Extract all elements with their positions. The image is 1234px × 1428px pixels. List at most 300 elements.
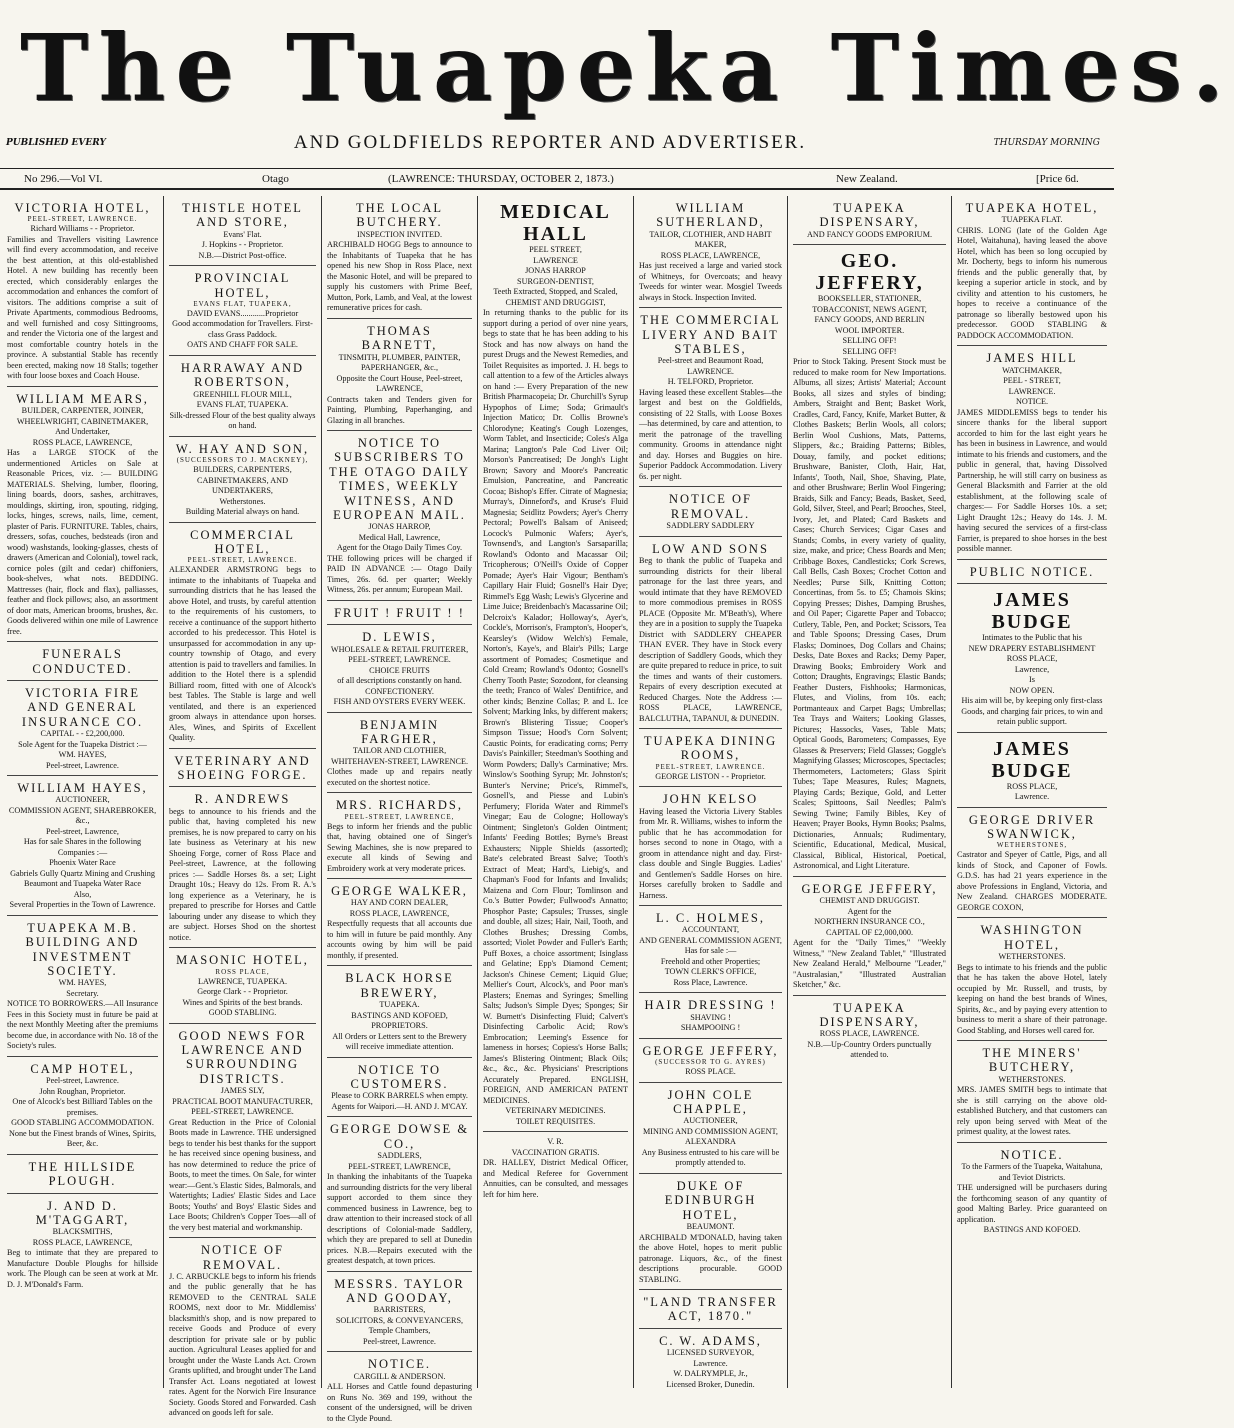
ad-line: Richard Williams - - Proprietor. (30, 224, 135, 234)
advertisement (327, 881, 472, 966)
ad-heading: W. HAY AND SON, (175, 441, 310, 456)
ad-heading: TUAPEKA M.B. BUILDING AND INVESTMENT SOCIETY. (25, 920, 140, 979)
ad-heading: VICTORIA FIRE AND GENERAL INSURANCE CO. (21, 685, 144, 729)
ad-line: PEEL-STREET, LAWRENCE. (348, 655, 451, 664)
ad-line: GOOD STABLING. (208, 1008, 277, 1018)
ad-line: BASTINGS AND KOFOED, (351, 1010, 448, 1020)
ad-line: Has for sale Shares in the following Companies :— (23, 837, 142, 857)
advertisement (957, 348, 1107, 559)
ad-heading: L. C. HOLMES, (656, 911, 765, 926)
advertisement (793, 247, 946, 877)
ad-body-text: Families and Travellers visiting Lawrence will find every accommodation, and receive the best attention, at this old-established Hotel. A new building has recently been erected, which considerably enlarges the accommodation and enhances the comfort of visitors. The additions comprise a suit of Private Apartments, commodious Bedrooms, and well furnished and cosy Sittingrooms, and render the Victoria one of the largest and most comfortable country hotels in the province. A substantial Stable has recently been erected, making now 18 Stalls; together with four loose boxes and Coach House. (7, 234, 158, 381)
advertisement (639, 489, 782, 536)
ad-line: JONAS HARROP (525, 266, 586, 275)
advertisement (793, 879, 946, 996)
ad-heading: FRUIT ! FRUIT ! ! (334, 605, 465, 620)
ad-line: DAVID EVANS............Proprietor (186, 308, 299, 318)
ad-line: of all descriptions constantly on hand. (337, 676, 462, 685)
place-label: Otago (262, 173, 289, 185)
ad-heading: PROVINCIAL HOTEL, (194, 271, 291, 300)
ad-line: Secretary. (66, 988, 99, 998)
ad-line: PEEL STREET, (529, 245, 582, 254)
ad-line: NORTHERN INSURANCE CO., (814, 917, 925, 927)
advertisement (327, 433, 472, 601)
ad-line: ROSS PLACE, (1006, 654, 1058, 664)
ad-line: Several Properties in the Town of Lawrence. (9, 900, 156, 910)
ad-heading: JOHN KELSO (662, 792, 759, 807)
ad-heading: THE MINERS' BUTCHERY, (982, 1046, 1082, 1075)
ad-heading: COMMERCIAL HOTEL, (190, 527, 295, 556)
ad-line: NEW DRAPERY ESTABLISHMENT (968, 643, 1096, 653)
ad-heading: GEORGE DRIVER SWANWICK, (968, 812, 1096, 841)
ad-line: CONFECTIONERY. (365, 686, 434, 696)
ad-line: CHOICE FRUITS (369, 665, 430, 675)
ad-line: NOW OPEN. (1009, 685, 1055, 695)
advertisement (7, 1196, 158, 1295)
ad-body-text: Castrator and Speyer of Cattle, Pigs, and all kinds of Stock, and Caponer of Fowls. G.D.S. has had 21 years experience in the above Professions in England, Victoria, and New Zealand. CHARGES MODERATE. GEORGE COXON, (957, 850, 1107, 912)
ad-heading: VETERINARY AND SHOEING FORGE. (174, 753, 311, 783)
ad-line: Medical Hall, Lawrence, (358, 532, 441, 542)
ad-line: Wetherstones. (219, 496, 266, 506)
ad-line: BUILDERS, CARPENTERS, CABINETMAKERS, AND UNDERTAKERS, (193, 465, 292, 496)
advertisement (639, 731, 782, 787)
ad-line: LAWRENCE, TUAPEKA. (197, 976, 288, 986)
ad-line: ROSS PLACE, LAWRENCE, (32, 437, 133, 447)
ad-heading: "LAND TRANSFER ACT, 1870." (643, 1295, 778, 1324)
ad-line: WETHERSTONES. (998, 1074, 1066, 1084)
ad-line: BASTINGS AND KOFOED. (983, 1225, 1081, 1235)
advertisement (169, 525, 316, 749)
ad-line: HAY AND CORN DEALER, (350, 898, 449, 908)
ad-heading: GEORGE DOWSE & CO., (329, 1122, 470, 1151)
column-6 (788, 196, 952, 1388)
ad-line: J. Hopkins - - Proprietor. (201, 240, 284, 250)
ad-body-text: JAMES MIDDLEMISS begs to tender his sincere thanks for the liberal support accorded to him for the last eight years he has been in business in Lawrence, and would intimate to his friends and customers, and the public in general, that, having Dissolved Partnership, he will still carry on business as General Blacksmith and Farrier at the old establishment, at the following scale of charges:— For Saddle Horses 10s. a set; Light Draught 12s.; Heavy do 14s. J. M. having secured the services of a first-class Farrier, is prepared to shoe horses in the best possible manner. (957, 407, 1107, 554)
ad-line: His aim will be, by keeping only first-class Goods, and charging fair prices, to win and retain public support. (961, 696, 1103, 727)
ad-line: And Undertaker, (55, 427, 110, 437)
advertisement (327, 715, 472, 794)
ad-body-text: Has just received a large and varied stock of Whitneys, for Overcoats; and heavy Tweeds for winter wear. Mosgiel Tweeds always in Stock. Inspection Invited. (639, 261, 782, 302)
ad-line: ROSS PLACE, LAWRENCE, (32, 1237, 133, 1247)
publication-day: THURSDAY MORNING (993, 138, 1100, 148)
ad-line: LAWRENCE (533, 255, 578, 265)
ad-line: None but the Finest brands of Wines, Spirits, Beer, &c. (8, 1128, 157, 1149)
ad-heading: D. LEWIS, (362, 630, 437, 645)
ad-heading: WILLIAM MEARS, (16, 391, 149, 406)
ad-subheading: PEEL-STREET, LAWRENCE. (187, 556, 298, 565)
advertisement (7, 644, 158, 681)
advertisement (327, 795, 472, 879)
ad-body-text: Great Reduction in the Price of Colonial Boots made in Lawrence. THE undersigned begs to tender his best thanks for the support he has received since opening business, and has now determined to reduce the price of Boots, to meet the times. On Sale, for winter wear:—Gent.'s Elastic Sides, Balmorals, and Watertights; Ladies' Elastic Sides and Lace Boots; Youths' and Boys' Elastic Sides and Lace Boots; Children's Copper Toes—all of the very best material and workmanship. (169, 1117, 316, 1232)
advertisement (639, 995, 782, 1038)
ad-line: ACCOUNTANT, (681, 925, 740, 935)
ad-body-text: Begs to intimate to his friends and the public that he has taken the above Hotel, lately occupied by Mr. Russell, and trusts, by keeping on hand the best brands of Wines, Spirits, &c., and by paying every attention to business to merit a share of their patronage. Good Stabling, and Horses well cared for. (957, 962, 1107, 1035)
ad-heading: GOOD NEWS FOR LAWRENCE AND SURROUNDING DISTRICTS. (178, 1028, 307, 1086)
ad-heading: JAMES HILL (986, 351, 1078, 366)
ad-body-text: Contracts taken and Tenders given for Painting, Plumbing, Paperhanging, and Glazing in all branches. (327, 394, 472, 425)
ad-line: MINING AND COMMISSION AGENT, (643, 1126, 778, 1136)
ad-line: CAPITAL OF £2,000,000. (825, 927, 914, 937)
ad-line: Evans' Flat. (223, 229, 262, 239)
ad-heading: PUBLIC NOTICE. (969, 564, 1095, 579)
advertisement (169, 1026, 316, 1239)
ad-body-text: ARCHIBALD HOGG Begs to announce to the Inhabitants of Tuapeka that he has opened his new Shop in Ross Place, next the Masonic Hotel, and will be prepared to supply his customers with Prime Beef, Mutton, Pork, Lamb, and Veal, at the lowest remunerative prices for cash. (327, 240, 472, 313)
ad-heading: NOTICE OF REMOVAL. (201, 1243, 284, 1272)
ad-line: Peel-street, Lawrence. (46, 760, 119, 770)
ad-body-text: Respectfully requests that all accounts due to him will in future be paid monthly. Any accounts owing by him will be paid monthly, if presented. (327, 919, 472, 960)
ad-line: COMMISSION AGENT, SHAREBROKER, &c., (8, 805, 157, 826)
ad-line: TAILOR, CLOTHIER, AND HABIT MAKER, (649, 229, 772, 250)
ad-line: BEAUMONT. (686, 1222, 735, 1232)
advertisement (169, 268, 316, 356)
ad-subheading: EVANS FLAT, TUAPEKA, (193, 300, 292, 308)
ad-body-text: ALL Horses and Cattle found depasturing on Runs No. 369 and 199, without the consent of the undersigned, will be driven to the Clyde Pound. (327, 1382, 472, 1423)
ad-line: JAMES SLY, (220, 1086, 265, 1096)
ad-heading: VICTORIA HOTEL, (14, 201, 151, 215)
advertisement (7, 1059, 158, 1155)
ad-body-text: Clothes made up and repairs neatly executed on the shortest notice. (327, 767, 472, 787)
ad-line: SHAVING ! (690, 1012, 731, 1022)
ad-subheading: PEEL-STREET, LAWRENCE. (27, 215, 138, 224)
ad-line: Agent for the (847, 906, 892, 916)
ad-line: BLACKSMITHS, (52, 1227, 113, 1237)
ad-heading: GEORGE WALKER, (331, 884, 468, 899)
ad-line: Peel-street, Lawrence, (46, 826, 119, 836)
ad-line: ROSS PLACE, LAWRENCE. (819, 1029, 920, 1039)
ad-body-text: In thanking the inhabitants of the Tuapeka and surrounding districts for the very liberal support accorded to them since they commenced business in Lawrence, beg to draw attention to their increased stock of all descriptions of Colonial-made Saddlery, which they are prepared to sell at Dunedin prices. N.B.—Repairs executed with the greatest despatch, at town prices. (327, 1172, 472, 1266)
ad-line: WHOLESALE & RETAIL FRUITERER, (330, 644, 469, 654)
ad-line: TUAPEKA FLAT. (1001, 215, 1063, 225)
ad-line: SURGEON-DENTIST, (517, 276, 594, 286)
ad-line: PRACTICAL BOOT MANUFACTURER, (172, 1096, 313, 1106)
ad-subheading: PEEL-STREET, LAWRENCE. (655, 762, 766, 771)
ad-subheading: ROSS PLACE, (215, 967, 270, 976)
ad-heading: BENJAMIN FARGHER, (359, 717, 440, 746)
advertisement (327, 321, 472, 431)
column-3 (322, 196, 478, 1423)
ad-line: WATCHMAKER, (1002, 365, 1062, 375)
advertisement (169, 358, 316, 437)
ad-line: Intimates to the Public that his (982, 633, 1082, 643)
advertisement (327, 1274, 472, 1353)
ad-heading: J. AND D. M'TAGGART, (35, 1198, 130, 1227)
ad-line: INSPECTION INVITED. (356, 229, 443, 239)
ad-line: Peel-street, Lawrence. (46, 1076, 119, 1086)
advertisement (169, 439, 316, 523)
advertisement (957, 920, 1107, 1041)
ad-heading: GEORGE JEFFERY, (801, 881, 938, 896)
ad-body-text: Having leased these excellent Stables—the largest and best on the Goldfields, consisting of 22 Stalls, with Loose Boxes—has determined, by care and attention, to merit the patronage of the travelling community. Grooms in attendance night and day. Horses and Buggies on hire. Superior Paddock Accommodation. Livery 6s. per night. (639, 387, 782, 481)
ad-line: TAILOR AND CLOTHIER, (352, 746, 447, 756)
ad-line: Building Material always on hand. (185, 507, 300, 517)
ad-line: Peel-street and Beaumont Road, (657, 356, 764, 366)
advertisement (957, 586, 1107, 733)
ad-line: ROSS PLACE, (1006, 781, 1058, 791)
ad-heading: FUNERALS CONDUCTED. (32, 647, 133, 676)
ad-line: LICENSED SURVEYOR, (666, 1348, 755, 1358)
ad-line: AND GENERAL COMMISSION AGENT, (639, 935, 782, 945)
ad-line: BARRISTERS, (373, 1305, 426, 1315)
ad-line: FANCY GOODS, AND BERLIN (814, 315, 925, 325)
ad-line: NOTICE. (1015, 397, 1049, 407)
ad-body-text: Beg to intimate that they are prepared to Manufacture Double Ploughs for hillside work. The Plough can be seen at work at Mr. D. J. M'Donald's Farm. (7, 1248, 158, 1289)
ad-heading: TUAPEKA DISPENSARY, (819, 1000, 920, 1029)
advertisement (327, 1354, 472, 1428)
issue-number: No 296.—Vol VI. (24, 173, 103, 185)
ad-body-text: CHRIS. LONG (late of the Golden Age Hotel, Waitahuna), having leased the above Hotel, which has been so long occupied by Mr. Docherty, begs to inform his numerous friends and the public generally that, by keeping a superior article in stock, and by civility and attention to his customers, he hopes to receive a continuance of the patronage so liberally bestowed upon his predecessor. GOOD STABLING & PADDOCK ACCOMMODATION. (957, 225, 1107, 340)
ad-line: Freehold and other Properties; (660, 956, 761, 966)
ad-line: PEEL-STREET, LAWRENCE, (348, 1161, 451, 1171)
advertisement (169, 198, 316, 266)
advertisement (483, 198, 628, 1132)
advertisement (639, 1292, 782, 1329)
price-label: [Price 6d. (1036, 173, 1079, 185)
ad-headline: GEO. JEFFERY, (815, 250, 924, 295)
ad-heading: NOTICE OF REMOVAL. (669, 492, 752, 521)
ad-line: GOOD STABLING ACCOMMODATION. (11, 1118, 154, 1128)
column-1 (2, 196, 164, 1388)
ad-heading: HARRAWAY AND ROBERTSON, (180, 360, 305, 390)
ad-heading: WILLIAM HAYES, (17, 781, 148, 796)
published-label: PUBLISHED EVERY (6, 138, 106, 148)
newspaper-subtitle: AND GOLDFIELDS REPORTER AND ADVERTISER. (293, 132, 807, 153)
ad-heading: NOTICE. (1000, 1147, 1064, 1162)
ad-line: Wines and Spirits of the best brands. (182, 997, 303, 1007)
ad-heading: THE LOCAL BUTCHERY. (355, 201, 444, 230)
ad-heading: THOMAS BARNETT, (361, 323, 438, 353)
ad-line: OATS AND CHAFF FOR SALE. (187, 340, 298, 350)
advertisement (169, 751, 316, 788)
ad-body-text: DR. HALLEY, District Medical Officer, and Medical Referee for Government Annuities, can be consulted, and messages left for him here. (483, 1158, 628, 1199)
ad-heading: R. ANDREWS (194, 792, 291, 807)
advertisement (327, 198, 472, 319)
ad-heading: NOTICE. (368, 1357, 431, 1372)
ad-line: Gabriels Gully Quartz Mining and Crushing (10, 868, 155, 878)
ad-line: CAPITAL - - £2,200,000. (40, 729, 125, 739)
ad-body-text: J. C. ARBUCKLE begs to inform his friends and the public generally that he has REMOVED to the CENTRAL SALE ROOMS, next door to Mr. Middlemiss' blacksmith's shop, and is now prepared to receive Goods and Produce of every description for private sale or by public auction. Agricultural Leases applied for and brought under the Waste Lands Act. Crown Grants uplifted, and brought under The Land Transfer Act. Loans negotiated at lowest rates. Agent for the Norwich Fire Insurance Society. Goods Stored and Forwarded. Cash advanced on goods left for sale. (169, 1271, 316, 1418)
ad-line: WM. HAYES, (58, 750, 107, 760)
ad-heading: THISTLE HOTEL AND STORE, (182, 201, 303, 230)
ad-line: BUILDER, CARPENTER, JOINER, (21, 406, 144, 416)
ad-line: LAWRENCE, (376, 384, 423, 393)
ad-line: SHAMPOOING ! (680, 1023, 741, 1033)
advertisement (957, 810, 1107, 919)
ad-line: Is (1029, 675, 1035, 685)
advertisement (957, 1043, 1107, 1143)
ad-line: PEEL - STREET, (1003, 376, 1061, 386)
ad-heading: MASONIC HOTEL, (176, 953, 309, 968)
ad-line: ROSS PLACE, LAWRENCE, (349, 908, 450, 918)
ad-line: Good accommodation for Travellers. First-class Grass Paddock. (172, 319, 313, 339)
ad-subheading: (SUCCESSORS TO J. MACKNEY), (176, 456, 309, 465)
column-2 (164, 196, 322, 1418)
country-label: New Zealand. (836, 173, 898, 185)
ad-subheading: (SUCCESSOR TO G. AYRES) (655, 1058, 766, 1067)
ad-line: PROPRIETORS. (371, 1021, 428, 1031)
ad-line: Opposite the Court House, Peel-street, (336, 373, 463, 383)
advertisement (957, 562, 1107, 584)
ad-line: CARGILL & ANDERSON. (353, 1371, 446, 1381)
ad-line: WOOL IMPORTER. (834, 325, 905, 335)
ad-heading: DUKE OF EDINBURGH HOTEL, (664, 1178, 757, 1222)
ad-line: George Clark - - Proprietor. (197, 987, 288, 997)
ad-line: Agents for Waipori.—H. AND J. M'CAY. (331, 1101, 468, 1111)
ad-body-text: Has a LARGE STOCK of the undermentioned Articles on Sale at Reasonable Prices, viz. :— BUILDING MATERIALS. Shelving, lumber, flooring, lining boards, doors, sashes, architraves, mouldings, skirting, iron, spouting, ridging, locks, hinges, screws, nails, lime, cement, plaster of Paris. FURNITURE. Tables, chairs, dressers, sofas, couches, bedsteads (iron and wood) washstands, looking-glasses, chests of drawers (American and Colonial), towel rack, cornice poles (gilt and cedar) chiffoniers, book-shelves, what nots. BEDDING. Mattresses (hair, flock and flax), palliasses, feather and flock pillows; also, an assortment of door mats, American brooms, brushes, &c. Goods delivered within one mile of Lawrence free. (7, 448, 158, 636)
ad-line: V. R. (547, 1137, 564, 1146)
advertisement (639, 198, 782, 308)
ad-headline: JAMES BUDGE (991, 589, 1073, 634)
advertisement (327, 968, 472, 1057)
advertisement (7, 778, 158, 916)
ad-line: JONAS HARROP, (368, 522, 431, 532)
ad-line: TUAPEKA. (379, 1000, 420, 1010)
ad-line: TOWN CLERK'S OFFICE, (664, 967, 757, 977)
advertisement (639, 1041, 782, 1083)
ad-heading: WASHINGTON HOTEL, (980, 923, 1084, 952)
ad-line: EVANS FLAT, TUAPEKA. (196, 400, 289, 410)
ad-line: ROSS PLACE, LAWRENCE, (660, 250, 761, 260)
advertisement (7, 1157, 158, 1194)
ad-heading: WILLIAM SUTHERLAND, (656, 201, 765, 230)
ad-line: Has for sale :— (684, 946, 737, 956)
ad-line: SADDLERS, (377, 1151, 422, 1161)
columns (2, 196, 1112, 1423)
ad-line: One of Alcock's best Billiard Tables on the premises. (12, 1097, 153, 1117)
ad-line: Teeth Extracted, Stopped, and Scaled, (493, 287, 618, 296)
ad-heading: LOW AND SONS (652, 541, 769, 556)
advertisement (639, 1176, 782, 1290)
ad-heading: TUAPEKA HOTEL, (965, 201, 1099, 215)
ad-line: Ross Place, Lawrence. (673, 977, 748, 987)
ad-heading: HAIR DRESSING ! (644, 998, 777, 1013)
ad-body-text: Beg to thank the public of Tuapeka and surrounding districts for their liberal patronage for the last three years, and would intimate that they have REMOVED to more commodious premises in ROSS PLACE (Opposite Mr. M'Beath's), Where they are in a position to supply the Tuapeka District with SADDLERY CHEAPER THAN EVER. They have in Stock every description of Saddlery Goods, which they are quite prepared to reduce in price, to suit the times and wants of their customers. Repairs of every description executed at Reduced Charges. Note the Address :— ROSS PLACE, LAWRENCE, BALCLUTHA, TAPANUI, & DUNEDIN. (639, 556, 782, 723)
advertisement (169, 950, 316, 1023)
ad-heading: MRS. RICHARDS, (336, 798, 463, 813)
ad-line: WHITEHAVEN-STREET, LAWRENCE. (330, 756, 469, 766)
ad-line: N.B.—District Post-office. (198, 250, 287, 260)
ad-line: PEEL-STREET, LAWRENCE. (191, 1107, 294, 1117)
advertisement (7, 198, 158, 387)
advertisement (639, 310, 782, 487)
ad-heading: THE COMMERCIAL LIVERY AND BAIT STABLES, (640, 313, 781, 356)
ad-line: BOOKSELLER, STATIONER, (817, 294, 922, 304)
ad-line: AUCTIONEER, (55, 795, 110, 805)
ad-body-text: Prior to Stock Taking. Present Stock must be reduced to make room for New Importations. Albums, all sizes; Artists' Material; Account Books, all sizes and styles of binding; Ambers, Straight and Bent; Basket Work, Cradles, Card, Fancy, Knife, Market Butter, & Clothes Baskets; Berlin Wools, all colors; Berlin Wool Cushions, Mats, Patterns, Slippers, &c.; Braiding Patterns; Bibles, Douay, family, and pocket editions; Brushware, Banister, Cloth, Hair, Hat, Infants', Tooth, Nail, Shoe, Shaving, Plate, and other Brushware; Berlin Wool Fingering; Braids, Silk and Fancy; Beads, Basket, Seed, Gold, Silver, Steel, and Pearl; Brooches, Steel, Ivory, Jet, and Plated; Card Baskets and Cases; Church Services; Cigar Cases and Stands; Combs, in every variety of quality, size, make, and price; Chess Boards and Men; Cribbage Boxes, Candlesticks; Cork Screws, Call Bells, Cash Boxes; Crochet Cotton and Needles; Purse Silk, Knitting Cotton; Concertinas, from 5s. to £5; Chamois Skins; Copying Presses; Dishes, Damping Brushes, and Oil Paper; Cigarette Paper and Tobacco; Cutlery, Table, Pen, and Pocket; Scissors, Tea and Table Spoons; Dressing Cases, Drum Flasks; Dominoes, Dog Collars and Chains; Desks, Date Boxes and Racks; Demy Paper, Drawing Books; Embroidery Work and Cotton; Draughts, Engravings; Elastic Bands; Feather Dusters, Fishhooks; Harmonicas, Flutes, and Violins, from 10s. each; Portmanteaux and Carpet Bags; Umbrellas; Tea Trays and Waiters; Looking Glasses, Pictures; Hassocks, Vases, Table Mats; Optical Goods, Barometers; Compasses, Eye Glasses & Preservers; Field Glasses; Goggle's Magnifying Glasses; Microscopes, Spectacles; Thermometers, Lactometers; Glass Spirit Tubes; Tape Measures, Rules; Magnets, Playing Cards; Bezique, Gold, and Letter Scales; Spittoons, Sail Needles; Palm's Sewing Twine; Family Bibles, Key of Heaven; Prayer Books, Hymn Books; Psalms, Dictionaries, Annuals; Rudimentary, Scientific, Educational, Medical, Musical, Classical, Biblical, Historical, Poetical, Astronomical, and Light Literature. (793, 357, 946, 871)
advertisement (327, 1060, 472, 1118)
ad-headline: JAMES BUDGE (991, 737, 1073, 782)
ad-line: Peel-street, Lawrence. (363, 1336, 436, 1346)
advertisement (327, 627, 472, 712)
ad-line: AUCTIONEER, (683, 1116, 738, 1126)
advertisement (327, 603, 472, 625)
ad-body-text: Begs to inform her friends and the public that, having obtained one of Singer's Sewing Machines, she is now prepared to execute all kinds of Sewing and Embroidery work at very moderate prices. (327, 821, 472, 873)
ad-line: GEORGE LISTON - - Proprietor. (655, 771, 766, 781)
ad-line: TINSMITH, PLUMBER, PAINTER, PAPERHANGER, &c., (338, 352, 461, 372)
advertisement (639, 1085, 782, 1174)
advertisement (7, 683, 158, 776)
ad-line: LAWRENCE. (687, 366, 734, 376)
advertisement (639, 1331, 782, 1394)
ad-line: VACCINATION GRATIS. (511, 1147, 600, 1157)
ad-line: Lawrence. (693, 1358, 728, 1368)
ad-heading: BLACK HORSE BREWERY, (345, 971, 454, 1000)
ad-line: WHEELWRIGHT, CABINETMAKER, (16, 416, 149, 426)
ad-line: All Orders or Letters sent to the Brewery will receive immediate attention. (332, 1031, 467, 1052)
ad-line: LAWRENCE. (1008, 386, 1056, 396)
advertisement (169, 789, 316, 948)
advertisement (957, 198, 1107, 346)
ad-line: WETHERSTONES. (998, 952, 1066, 962)
issue-date: (LAWRENCE: THURSDAY, OCTOBER 2, 1873.) (388, 173, 614, 185)
ad-line: To the Farmers of the Tuapeka, Waitahuna, and Teviot Districts. (961, 1162, 1103, 1182)
ad-heading: TUAPEKA DISPENSARY, (819, 201, 920, 230)
column-4 (478, 196, 634, 1388)
ad-heading: NOTICE TO SUBSCRIBERS TO THE OTAGO DAILY TIMES, WEEKLY WITNESS, AND EUROPEAN MAIL. (329, 436, 470, 522)
ad-heading: C. W. ADAMS, (659, 1333, 762, 1348)
ad-body-text: MRS. JAMES SMITH begs to intimate that she is still carrying on the above old-established Butchery, and that customers can rely upon being served with Meat of the primest quality, at the lowest rates. (957, 1085, 1107, 1137)
column-7 (952, 196, 1112, 1388)
ad-line: ALEXANDRA (685, 1137, 736, 1147)
ad-line: SOLICITORS, & CONVEYANCERS, (335, 1315, 464, 1325)
advertisement (639, 908, 782, 993)
ad-body-text: ARCHIBALD M'DONALD, having taken the above Hotel, hopes to merit public patronage. Liquors, &c., of the finest descriptions procurable. GOOD STABLING. (639, 1232, 782, 1284)
ad-line: CHEMIST AND DRUGGIST. (819, 896, 920, 906)
ad-line: Also, (73, 889, 92, 899)
ad-line: SADDLERY SADDLERY (666, 521, 755, 531)
ad-line: VETERINARY MEDICINES. (505, 1106, 606, 1115)
ad-line: ROSS PLACE. (685, 1067, 736, 1077)
ad-line: N.B.—Up-Country Orders punctually attended to. (807, 1039, 932, 1060)
advertisement (793, 998, 946, 1065)
ad-line: W. DALRYMPLE, Jr., (673, 1369, 748, 1379)
ad-subheading: PEEL-STREET, LAWRENCE, (344, 812, 455, 821)
ad-line: Lawrence. (1014, 792, 1050, 802)
advertisement (639, 789, 782, 906)
ad-line: H. TELFORD, Proprietor. (667, 377, 754, 387)
advertisement (169, 1240, 316, 1423)
advertisement (957, 1145, 1107, 1240)
ad-line: Lawrence, (1014, 664, 1050, 674)
column-5 (634, 196, 788, 1388)
ad-line: FISH AND OYSTERS EVERY WEEK. (333, 697, 466, 706)
ad-line: AND FANCY GOODS EMPORIUM. (806, 229, 933, 239)
advertisement (483, 1134, 628, 1204)
ad-heading: NOTICE TO CUSTOMERS. (350, 1062, 449, 1092)
ad-body-text: In returning thanks to the public for its support during a period of over nine years, begs to state that he has been adding to his Stock and has now always on hand the purest Drugs and the Newest Remedies, and Toilet Requisites as imported. J. H. begs to call attention to a few of the Articles always on hand :— Every Preparation of the new British Pharmacopeia; Dr. Churchill's Syrup Hypophos of Lime; Soda; Grimault's Injection Matico; Dr. Collis Browne's Chlorodyne; Keating's Cough Lozenges, Worm Tablet, and Insecticide; Coles's Alga Marina; Langton's Pale Cod Liver Oil; Morson's Pancreatised; De Jongh's Light Brown; Savory and Moore's Pancreatic Emulsion, Pancreatine, and Pancreatic Cocoa; Bishop's Effer. Citrate of Magnesia; Murray's, Dinneford's, and Kruse's Fluid Magnesia; Seidlitz Powders; Ayer's Cherry Pectoral; Powell's Balsam of Aniseed; Locock's Pulmonic Wafers; Ayer's, Townsend's, and Langton's Sarsaparilla; Rowland's Odonto and Macassar Oil; Tricopherous; O'Neill's Oxide of Copper Pomade; Ayer's Hair Vigour; Bentham's Capillary Hair Fluid; Gosnell's Hair Dye; Rimmel's Egg Wash; Lewis's Glycerine and Lime Juice; Breidenbach's Macassarine Oil; Delcroix's Kalador; Holloway's, Ayer's, Cockle's, Morrison's, Frampton's, Hooper's, Kearsley's (Widow Welch's) Female, Norton's, Kaye's, and Blair's Pills; Large assortment of Pomades; Cosmetique and Cold Cream; Rowland's Odonto; Gosnell's Cherry Tooth Paste; Sozodont, for cleansing the teeth; Franco of Wales' Dentifrice, and other kinds; Benzine Collas; P. and L. Ice Solvent; Marking Inks, by different makers; Brown's Blistering Tissue; Cooper's Simpson Tissue; Hood's Corn Solvent; Caustic Points, for eradicating corns; Perry Davis's Painkiller; Steedman's Soothing and Worm Powders; Dally's Carminative; Mrs. Winslow's Soothing Syrup; Mr. Johnston's; Bunter's Nervine; Price's, Rimmel's, Gosnell's, and Piesse and Lubin's Perfumery; Florida Water and Rimmel's Vinegar; Eau de Cologne; Holloway's Ointment; Singleton's Golden Ointment; Infants' Feeding Bottles; Byrne's Breast Exhausters; Nipple Shields (assorted); Bate's celebrated Breast Salve; Tooth's Extract of Meat; Hard's, Liebig's, and Chapman's Food for Infants and Invalids; Maizena and Corn Flour; Tomlinson and Co.'s Butter Powder; Fullwood's Annatto; Phosphor Paste; Capsules; Trusses, single and double, all sizes; Hair, Nail, Tooth, and Clothes Brushes; Dressing Combs, assorted; Violet Powder and Fuller's Earth; Puff Boxes, a choice assortment; Isinglass and Gelatine; Epp's Diamond Cement; Jackson's Chinese Cement; Liquid Glue; Mellier's Court, Alcock's, and Poor man's Plasters; Enemas and Syringes; Smelling Salts; Judson's Simple Dyes; Sponges; Sir W. Burnett's Disinfecting Fluid; Calvert's Disinfecting Carbolic Acid; Row's Embrocation; Leeming's Essence for lameness in horses; Copiess's Horse Balls; James's Blistering Ointment; Black Oils; &c., &c., &c. Physicians' Prescriptions Accurately Prepared. ENGLISH, FOREIGN, AND AMERICAN PATENT MEDICINES. (483, 308, 628, 1105)
ad-headline: MEDICAL HALL (500, 201, 611, 245)
ad-line: Licensed Broker, Dunedin. (666, 1379, 755, 1389)
ad-line: Any Business entrusted to his care will be promptly attended to. (641, 1147, 780, 1168)
advertisement (957, 735, 1107, 808)
ad-line: Please to CORK BARRELS when empty. (331, 1091, 468, 1101)
advertisement (639, 539, 782, 729)
ad-line: Phoenix Water Race (49, 858, 116, 868)
ad-heading: MESSRS. TAYLOR AND GOODAY, (334, 1276, 465, 1306)
ad-heading: TUAPEKA DINING ROOMS, (643, 734, 778, 763)
ad-line: Temple Chambers, (368, 1326, 431, 1336)
ad-body-text: NOTICE TO BORROWERS.—All Insurance Fees in this Society must in future be paid at the next Monthly Meeting after the premiums become due, in accordance with No. 18 of the Society's rules. (7, 999, 158, 1051)
ad-body-text: ALEXANDER ARMSTRONG begs to intimate to the inhabitants of Tuapeka and surrounding districts that he has leased the above Hotel, and trusts, by careful attention to the requirements of his customers, to receive a continuance of the support hitherto accorded to his predecessor. This Hotel is unsurpassed for accommodation in any up-country township of Otago, and every attention is paid to travellers and families. In addition to the Hotel there is a splendid Billiard room, fitted with one of Alcock's best Tables. The Stable is large and well ventilated, and there is an experienced groom always in attendance upon horses. Ales, Wines, and Spirits of Excellent Quality. (169, 565, 316, 743)
ad-line: Agent for the Otago Daily Times Coy. (336, 543, 463, 553)
ad-line: TOBACCONIST, NEWS AGENT, (812, 304, 927, 314)
ad-body-text: THE following prices will be charged if PAID IN ADVANCE :— Otago Daily Times, 26s. 6d. per quarter; Weekly Witness, 26s. per annum; European Mail. (327, 553, 472, 595)
advertisement (793, 198, 946, 245)
ad-heading: GEORGE JEFFERY, (642, 1043, 779, 1058)
ad-line: SELLING OFF! (842, 346, 897, 356)
ad-line: John Roughan, Proprietor. (39, 1086, 126, 1096)
ad-line: TOILET REQUISITES. (515, 1116, 596, 1126)
newspaper-title: The Tuapeka Times. (20, 14, 1234, 122)
